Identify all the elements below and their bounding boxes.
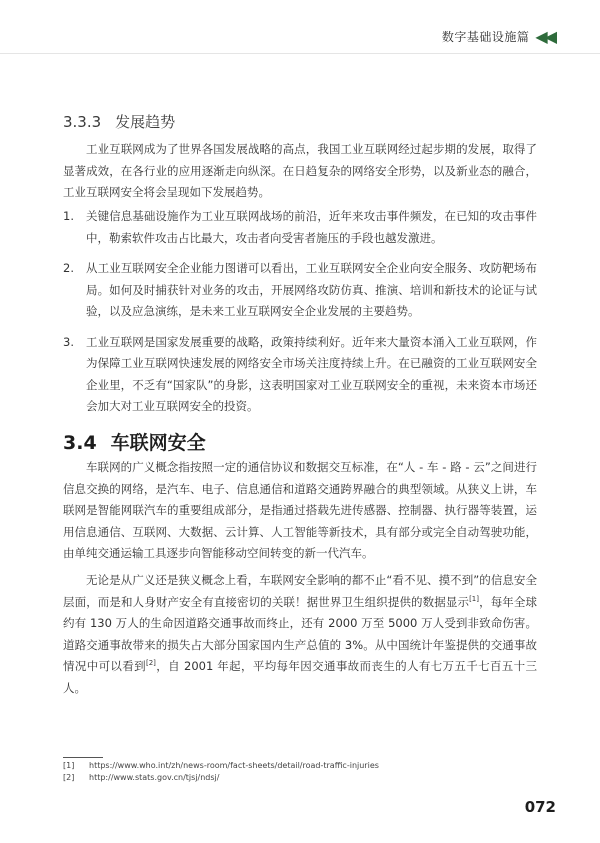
list-item-number: 1. [63, 209, 74, 223]
trend-list [63, 206, 537, 418]
header-divider [0, 53, 600, 54]
list-item [63, 258, 537, 323]
list-item-text: 工业互联网是国家发展重要的战略，政策持续利好。近年来大量资本涌入工业互联网，作为保障工业互联网快速发展的网络安全市场关注度持续上升。在已融资的工业互联网安全企业里，不乏有“国家队”的身影，这表明国家对工业互联网安全的重视，未来资本市场还会加大对工业互联网安全的投资。 [86, 334, 537, 413]
header-section-title: 数字基础设施篇 [441, 30, 530, 44]
heading-3-3-3 [63, 111, 175, 132]
heading-3-4 [63, 428, 206, 455]
footnote-ref-2[interactable]: [2] [146, 659, 156, 668]
heading-title: 车联网安全 [110, 432, 206, 454]
list-item [63, 332, 537, 418]
list-item [63, 206, 537, 249]
heading-title: 发展趋势 [115, 113, 176, 131]
footnote-item [63, 760, 379, 772]
intro-paragraph: 工业互联网成为了世界各国发展战略的高点，我国工业互联网经过起步期的发展，取得了显著成效，在各行业的应用逐渐走向纵深。在日趋复杂的网络安全形势，以及新业态的融合，工业互联网安全将会呈现如下发展趋势。 [63, 142, 537, 199]
footnote-link[interactable]: https://www.who.int/zh/news-room/fact-sheets/detail/road-traffic-injuries [89, 761, 379, 770]
footnotes [63, 760, 379, 784]
body-paragraph-1: 车联网的广义概念指按照一定的通信协议和数据交互标准，在“人 - 车 - 路 - 云”之间进行信息交换的网络，是汽车、电子、信息通信和道路交通跨界融合的典型领域。从狭义上讲，车联网是智能网联汽车的重要组成部分，是指通过搭载先进传感器、控制器、执行器等装置，运用信息通信、互联网、大数据、云计算、人工智能等新技术，具有部分或完全自动驾驶功能，由单纯交通运输工具逐步向智能移动空间转变的新一代汽车。 [63, 460, 537, 560]
heading-number: 3.4 [63, 432, 97, 454]
footnote-tag: [1] [63, 761, 75, 770]
paragraph-text: ，每年全球约有 130 万人的生命因道路交通事故而终止，还有 2000 万至 5000 万人受到非致命伤害。道路交通事故带来的损失占大部分国家国内生产总值的 3%。从中国统计年鉴提供的交通事故情况中可以看到 [63, 594, 538, 673]
paragraph-text: ，自 2001 年起，平均每年因交通事故而丧生的人有七万五千七百五十三人。 [63, 659, 538, 695]
footnote-item [63, 772, 379, 784]
list-item-text: 从工业互联网安全企业能力图谱可以看出，工业互联网安全企业向安全服务、攻防靶场布局。如何及时捕获针对业务的攻击，开展网络攻防仿真、推演、培训和新技术的论证与试验，以及应急演练，是未来工业互联网安全企业发展的主要趋势。 [86, 261, 537, 318]
page-number: 072 [524, 798, 556, 816]
paragraph-text: 无论是从广义还是狭义概念上看，车联网安全影响的都不止“看不见、摸不到”的信息安全层面，而是和人身财产安全有直接密切的关联！据世界卫生组织提供的数据显示 [63, 573, 537, 609]
heading-number: 3.3.3 [63, 113, 102, 131]
page-header [442, 28, 554, 45]
body-paragraph-2 [63, 570, 537, 699]
double-chevron-left-icon: ◀◀ [535, 26, 554, 46]
footnote-ref-1[interactable]: [1] [469, 594, 479, 603]
footnote-tag: [2] [63, 773, 75, 782]
footnote-divider [63, 757, 103, 758]
list-item-number: 3. [63, 334, 74, 349]
footnote-link[interactable]: http://www.stats.gov.cn/tjsj/ndsj/ [89, 773, 220, 782]
list-item-text: 关键信息基础设施作为工业互联网战场的前沿，近年来攻击事件频发，在已知的攻击事件中，勒索软件攻击占比最大，攻击者向受害者施压的手段也越发激进。 [86, 209, 537, 245]
list-item-number: 2. [63, 261, 74, 275]
